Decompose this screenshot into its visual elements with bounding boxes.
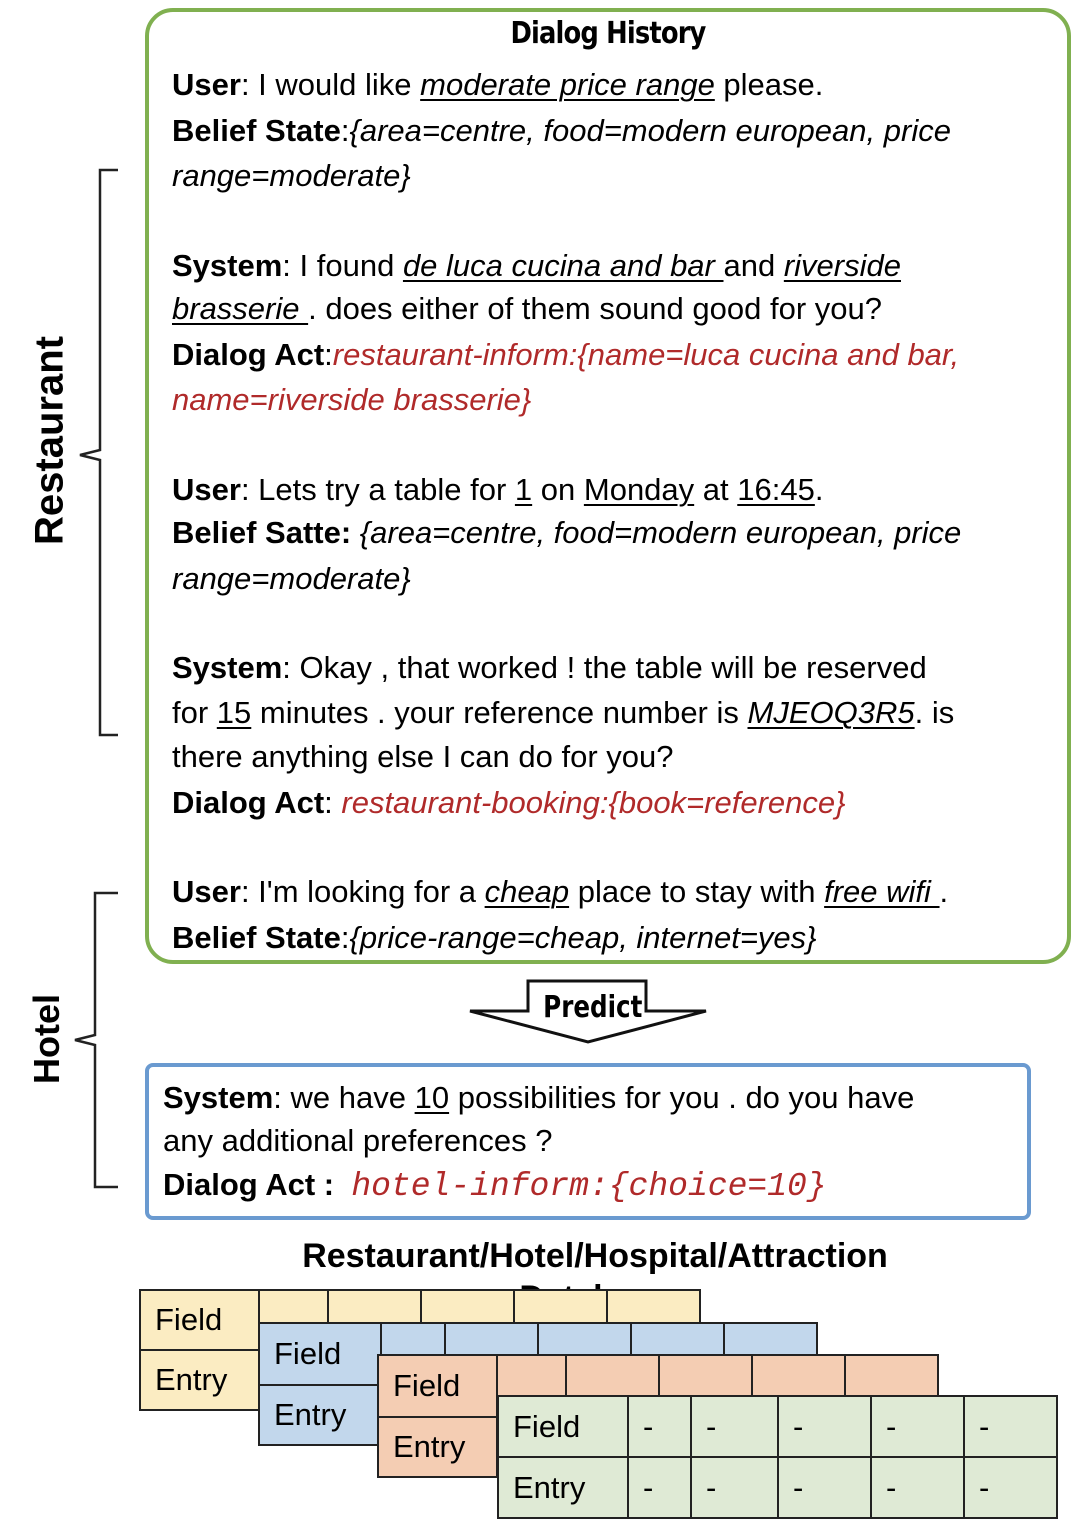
turn2-system-line: System: I found de luca cucina and bar and riverside <box>172 248 901 283</box>
table-cell: - <box>691 1457 778 1518</box>
table-cell: - <box>778 1396 871 1457</box>
output-dialog-act: Dialog Act : hotel-inform:{choice=10} <box>163 1167 827 1205</box>
turn2-dialog-act: Dialog Act:restaurant-inform:{name=luca cucina and bar, <box>172 337 960 372</box>
table-cell: - <box>964 1457 1057 1518</box>
dialog-history-title: Dialog History <box>510 16 706 51</box>
slot-value: moderate price range <box>420 67 715 102</box>
turn1-belief-state-cont: range=moderate} <box>172 158 411 193</box>
output-system-line-cont: any additional preferences ? <box>163 1123 553 1158</box>
turn5-belief-state: Belief State:{price-range=cheap, internet=yes} <box>172 920 817 955</box>
hotel-brace <box>75 893 118 1187</box>
entry-label: Entry <box>498 1457 628 1518</box>
turn1-user-line: User: I would like moderate price range please. <box>172 67 824 102</box>
table-cell: - <box>964 1396 1057 1457</box>
field-label: Field <box>498 1396 628 1457</box>
table-cell: - <box>871 1457 964 1518</box>
speaker-label: System <box>172 650 283 685</box>
table-cell: - <box>871 1396 964 1457</box>
speaker-label: System <box>172 248 283 283</box>
entity-value: riverside <box>783 248 901 283</box>
speaker-label: User <box>172 67 241 102</box>
database-table-green <box>497 1395 1058 1519</box>
turn5-user-line: User: I'm looking for a cheap place to stay with free wifi . <box>172 874 949 909</box>
turn4-system-line: System: Okay , that worked ! the table will be reserved <box>172 650 927 685</box>
turn4-system-line-cont: for 15 minutes . your reference number is MJEOQ3R5. is <box>172 695 955 730</box>
table-cell: - <box>691 1396 778 1457</box>
entry-label: Entry <box>378 1417 497 1477</box>
turn3-belief-state: Belief Satte: {area=centre, food=modern european, price <box>172 515 962 550</box>
entity-value: de luca cucina and bar <box>402 248 724 283</box>
table-cell: - <box>628 1457 691 1518</box>
table-cell: - <box>628 1396 691 1457</box>
turn4-system-line-cont2: there anything else I can do for you? <box>172 739 674 774</box>
output-system-line: System: we have 10 possibilities for you . do you have <box>163 1080 915 1115</box>
field-label: Field <box>378 1355 497 1417</box>
entry-label: Entry <box>140 1350 259 1410</box>
turn1-belief-state: Belief State:{area=centre, food=modern european, price <box>172 113 951 148</box>
restaurant-label: Restaurant <box>27 336 72 545</box>
entity-value: brasserie <box>172 291 309 326</box>
table-cell: - <box>778 1457 871 1518</box>
speaker-label: System <box>163 1080 274 1115</box>
field-label: Field <box>259 1323 381 1385</box>
turn3-belief-state-cont: range=moderate} <box>172 561 411 596</box>
predict-label: Predict <box>543 990 643 1025</box>
hotel-label: Hotel <box>26 994 67 1084</box>
speaker-label: User <box>172 472 241 507</box>
field-label: Field <box>140 1290 259 1350</box>
turn2-system-line-cont: brasserie . does either of them sound good for you? <box>172 291 882 326</box>
restaurant-brace <box>80 170 118 735</box>
speaker-label: User <box>172 874 241 909</box>
turn3-user-line: User: Lets try a table for 1 on Monday at 16:45. <box>172 472 824 507</box>
database-caption: Restaurant/Hotel/Hospital/Attraction <box>302 1237 888 1275</box>
turn2-dialog-act-cont: name=riverside brasserie} <box>172 382 532 417</box>
entry-label: Entry <box>259 1385 381 1445</box>
turn4-dialog-act: Dialog Act: restaurant-booking:{book=reference} <box>172 785 846 820</box>
domain-braces <box>0 0 140 1200</box>
